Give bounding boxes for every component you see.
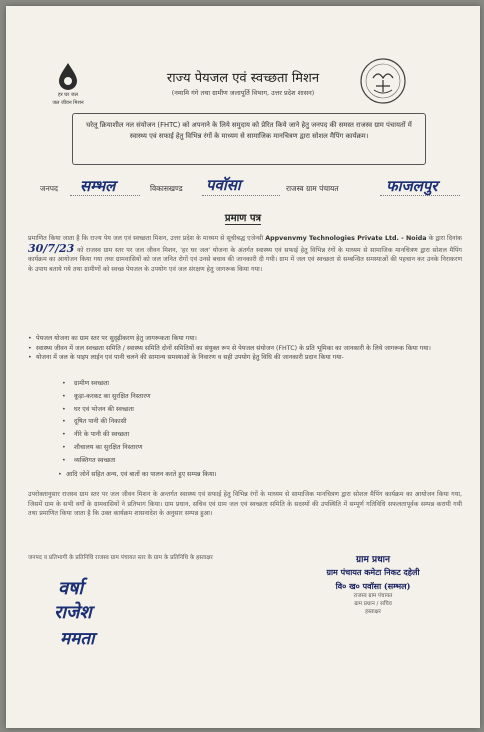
stamp-line1: ग्राम प्रधान <box>356 555 390 565</box>
summary-paragraph: उपरोक्तानुसार राजस्व ग्राम स्तर पर जल जीवन मिशन के अन्तर्गत स्वास्थ्य एवं सफाई हेतु विभिन्न रंगों के माध्यम से सामाजिक मानचित्रण द्वारा सोशल मैपिंग कार्यक्रम का आयोजन किया गया, जिसमें ग्राम के सभी वर्गों के ग्रामवासियों ने प्रतिभाग किया। ग्राम प्रधान, सचिव एवं ग्राम जल एवं स्वच्छता समिति के सदस्यों की उपस्थिति में सम्पूर्ण गतिविधि सफलतापूर्वक सम्पन्न करायी गयी तथा प्रमाणित किया जाता है कि उक्त कार्यक्रम शासनादेश के अनुसार सम्पन्न हुआ। <box>28 491 462 518</box>
logo-caption-line2: जल जीवन मिशन <box>52 100 84 106</box>
certificate-heading: प्रमाण पत्र <box>224 213 262 224</box>
activity-bullets <box>28 334 458 363</box>
bullet-item: • पेयजल योजना का ग्राम स्तर पर सुदृढ़ीकरण हेतु जागरूकता किया गया। <box>28 334 458 344</box>
stamp-line6: हस्ताक्षर <box>365 609 381 615</box>
program-banner <box>72 113 426 165</box>
district-value: सम्भल <box>80 177 116 195</box>
location-fields <box>40 178 460 202</box>
gram-pradhan-stamp <box>298 552 448 616</box>
stamp-line3: वि० ख० पवॉसा (सम्भल) <box>335 581 411 591</box>
district-label: जनपद <box>40 184 58 193</box>
program-banner-text: घरेलू क्रियाशील नल संयोजन (FHTC) को अपनाने के लिये समुदाय को प्रेरित किये जाने हेतु जनपद की समस्त राजस्व ग्राम पंचायतों में स्वास्थ्य एवं सफाई हेतु विभिन्न रंगों के माध्यम से सामाजिक मानचित्रण द्वारा सोशल मैपिंग कार्यक्रम। <box>86 121 412 140</box>
mission-subtitle: (नमामि गंगे तथा ग्रामीण जलापूर्ति विभाग, उत्तर प्रदेश शासन) <box>171 89 315 97</box>
panchayat-value: फाजलपुर <box>386 177 438 195</box>
block-dotline <box>202 195 280 196</box>
list-item: • घर एवं भोजन की स्वच्छता <box>62 404 262 417</box>
list-item: • नीरे के पानी की स्वच्छता <box>62 429 262 442</box>
bullet-item: • योजना में जल के पाइप लाईन एवं पानी चलने की सामान्य समस्याओं के निवारण व सही उपयोग हेतु विधि की जानकारी प्रदान किया गया- <box>28 353 458 363</box>
list-item: • कूड़ा-करकट का सुरक्षित निस्तारण <box>62 391 262 404</box>
stamp-line4: राजस्व ग्राम पंचायत <box>353 593 393 599</box>
signature-3: ममता <box>60 629 95 649</box>
program-date: 30/7/23 <box>28 241 75 255</box>
bullet-item: • स्वास्थ्य जीवन में जल स्वच्छता समिति / स्वास्थ्य समिति दोनों समितियों का संयुक्त रूप से पेयजल संयोजन (FHTC) के प्रति भूमिका का जानकारी के लिये जागरूक किया गया। <box>28 344 458 354</box>
panchayat-label: राजस्व ग्राम पंचायत <box>286 184 339 193</box>
list-item: • व्यक्तिगत स्वच्छता <box>62 455 262 468</box>
certificate-page <box>6 6 480 728</box>
mission-title: राज्य पेयजल एवं स्वच्छता मिशन <box>166 71 320 86</box>
topics-list <box>62 378 262 468</box>
list-item: • ग्रामीण स्वच्छता <box>62 378 262 391</box>
agency-name: Appvenvmy Technologies Private Ltd. - Noida <box>265 235 427 242</box>
closing-line: जनपद व प्रतिभागी के प्रतिनिधि राजस्व ग्राम पंचायत स्तर के ग्राम के प्रतिनिधि के हस्ताक्षर <box>28 555 213 561</box>
stamp-line5: ग्राम प्रधान / सचिव <box>354 601 392 607</box>
block-value: पवॉसा <box>206 176 241 194</box>
signature-1: वर्षा <box>58 578 84 599</box>
list-item: • शौचालय का सुरक्षित निस्तारण <box>62 442 262 455</box>
block-label: विकासखण्ड <box>150 184 183 193</box>
signature-2: राजेश <box>54 602 92 623</box>
list-footer: • आदि जोनें सहित अन्य, एवं बातों का पालन करते हुए सम्पन्न किया। <box>58 470 438 480</box>
stamp-line2: ग्राम पंचायत कमेटा निकट दहेली <box>326 567 420 577</box>
list-item: • दूषित पानी की निकासी <box>62 416 262 429</box>
certification-paragraph: प्रमाणित किया जाता है कि राज्य पेय जल एवं स्वच्छता मिशन, उत्तर प्रदेश के माध्यम से सूचीबद्ध एजेन्सी Appvenvmy Technologies Private Ltd. - Noida के द्वारा दिनांक 30/7/23 को राजस्व ग्राम स्तर पर जल जीवन मिशन, 'हर घर जल' योजना के अंतर्गत स्वास्थ्य एवं सफाई हेतु विभिन्न रंगों के माध्यम से सामाजिक मानचित्रण द्वारा सोशल मैपिंग कार्यक्रम का आयोजन किया गया तथा ग्रामवासियों को जल जनित रोगों एवं उनसे बचाव की जानकारी दी गयी। ग्राम में जल एवं स्वच्छता से सम्बन्धित समस्याओं की पहचान कर उनके निराकरण के उपाय बताये गये तथा ग्रामीणों को स्वच्छ पेयजल के उपयोग एवं जल संरक्षण हेतु जागरूक किया गया। <box>28 235 462 273</box>
logo-caption-line1: हर घर जल <box>58 92 78 98</box>
